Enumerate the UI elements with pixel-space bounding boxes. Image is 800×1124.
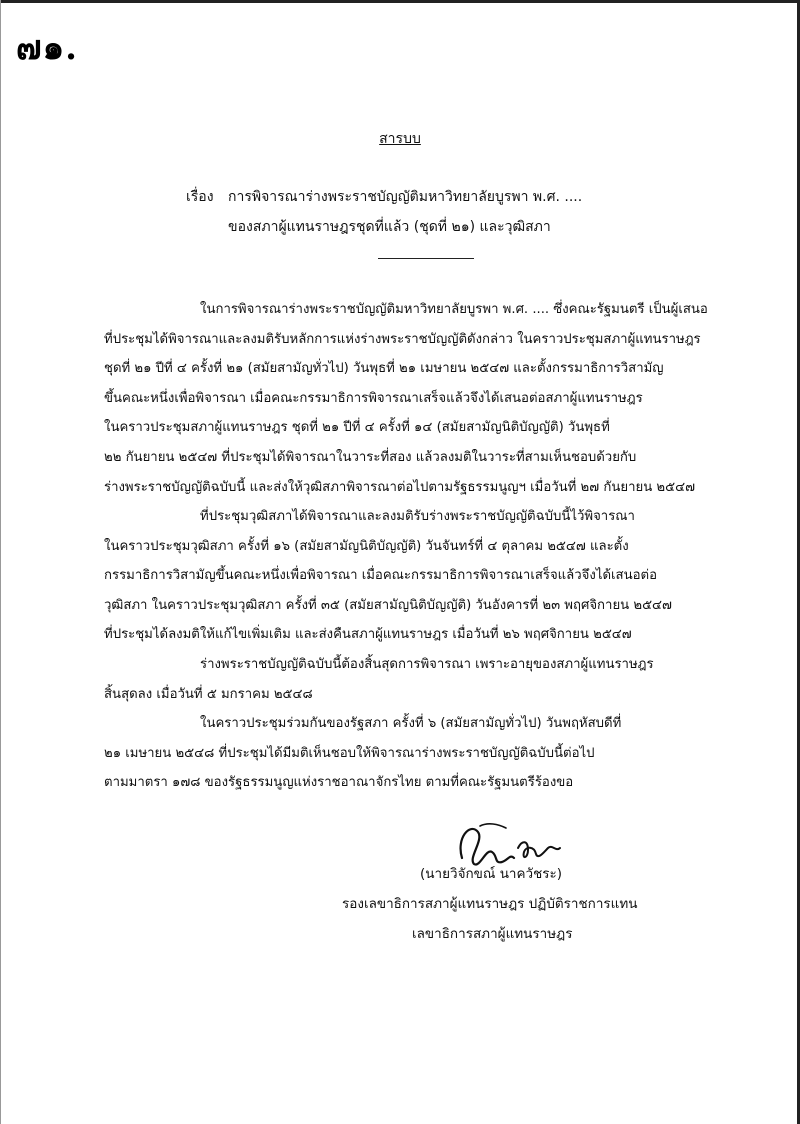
- signatory-title-1: รองเลขาธิการสภาผู้แทนราษฎร ปฏิบัติราชการแทน: [342, 896, 638, 912]
- paragraph-line: ที่ประชุมได้ลงมติให้แก้ไขเพิ่มเติม และส่งคืนสภาผู้แทนราษฎร เมื่อวันที่ ๒๖ พฤศจิกายน ๒๕๔๗: [104, 627, 632, 643]
- paragraph-line: วุฒิสภา ในคราวประชุมวุฒิสภา ครั้งที่ ๓๕ (สมัยสามัญนิติบัญญัติ) วันอังคารที่ ๒๓ พฤศจิกายน ๒๕๔๗: [104, 597, 672, 613]
- paragraph-line: ในคราวประชุมวุฒิสภา ครั้งที่ ๑๖ (สมัยสามัญนิติบัญญัติ) วันจันทร์ที่ ๔ ตุลาคม ๒๕๔๗ และตั้ง: [104, 538, 629, 554]
- paragraph-line: กรรมาธิการวิสามัญขึ้นคณะหนึ่งเพื่อพิจารณา เมื่อคณะกรรมาธิการพิจารณาเสร็จแล้วจึงได้เสนอต่อ: [104, 568, 658, 584]
- signature-block: [0, 818, 800, 958]
- scan-border-top: [0, 0, 800, 3]
- paragraph-line: สิ้นสุดลง เมื่อวันที่ ๕ มกราคม ๒๕๔๘: [104, 686, 313, 702]
- subject-label: เรื่อง: [186, 189, 214, 205]
- paragraph-line: ร่างพระราชบัญญัติฉบับนี้ และส่งให้วุฒิสภาพิจารณาต่อไปตามรัฐธรรมนูญฯ เมื่อวันที่ ๒๗ กันยายน ๒๕๔๗: [104, 479, 695, 495]
- paragraph-3: [104, 650, 724, 709]
- paragraph-line: ตามมาตรา ๑๗๘ ของรัฐธรรมนูญแห่งราชอาณาจักรไทย ตามที่คณะรัฐมนตรีร้องขอ: [104, 775, 574, 791]
- signatory-name: (นายวิจักขณ์ นาควัชระ): [420, 866, 563, 882]
- paragraph-4: [104, 709, 724, 798]
- paragraph-line: ที่ประชุมได้พิจารณาและลงมติรับหลักการแห่งร่างพระราชบัญญัติดังกล่าว ในคราวประชุมสภาผู้แทนราษฎร: [104, 331, 701, 347]
- paragraph-line: ในคราวประชุมร่วมกันของรัฐสภา ครั้งที่ ๖ (สมัยสามัญทั่วไป) วันพฤหัสบดีที่: [200, 716, 622, 731]
- paragraph-1: [104, 295, 724, 502]
- subject-text-2: ของสภาผู้แทนราษฎรชุดที่แล้ว (ชุดที่ ๒๑) และวุฒิสภา: [228, 219, 551, 235]
- paragraph-line: ที่ประชุมวุฒิสภาได้พิจารณาและลงมติรับร่างพระราชบัญญัติฉบับนี้ไว้พิจารณา: [200, 509, 635, 524]
- paragraph-2: [104, 502, 724, 650]
- page-number: ๗๑.: [16, 28, 78, 68]
- paragraph-line: ร่างพระราชบัญญัติฉบับนี้ต้องสิ้นสุดการพิจารณา เพราะอายุของสภาผู้แทนราษฎร: [200, 657, 654, 672]
- paragraph-line: ๒๒ กันยายน ๒๕๔๗ ที่ประชุมได้พิจารณาในวาระที่สอง แล้วลงมติในวาระที่สามเห็นชอบด้วยกับ: [104, 449, 637, 465]
- subject-block: [186, 182, 582, 242]
- signatory-title-2: เลขาธิการสภาผู้แทนราษฎร: [412, 926, 573, 942]
- paragraph-line: ชุดที่ ๒๑ ปีที่ ๔ ครั้งที่ ๒๑ (สมัยสามัญทั่วไป) วันพุธที่ ๒๑ เมษายน ๒๕๔๗ และตั้งกรรมาธิการวิสามัญ: [104, 361, 664, 377]
- subject-text-1: การพิจารณาร่างพระราชบัญญัติมหาวิทยาลัยบูรพา พ.ศ. ....: [228, 189, 583, 205]
- subject-line-1: [186, 182, 582, 212]
- document-heading: สารบบ: [379, 131, 421, 147]
- paragraph-line: ขึ้นคณะหนึ่งเพื่อพิจารณา เมื่อคณะกรรมาธิการพิจารณาเสร็จแล้วจึงได้เสนอต่อสภาผู้แทนราษฎร: [104, 390, 643, 406]
- paragraph-line: ๒๑ เมษายน ๒๕๔๘ ที่ประชุมได้มีมติเห็นชอบให้พิจารณาร่างพระราชบัญญัติฉบับนี้ต่อไป: [104, 745, 595, 761]
- separator-line: [378, 258, 474, 259]
- paragraph-line: ในคราวประชุมสภาผู้แทนราษฎร ชุดที่ ๒๑ ปีที่ ๔ ครั้งที่ ๑๔ (สมัยสามัญนิติบัญญัติ) วันพุธที่: [104, 420, 610, 436]
- paragraph-line: ในการพิจารณาร่างพระราชบัญญัติมหาวิทยาลัยบูรพา พ.ศ. .... ซึ่งคณะรัฐมนตรี เป็นผู้เสนอ: [200, 302, 708, 317]
